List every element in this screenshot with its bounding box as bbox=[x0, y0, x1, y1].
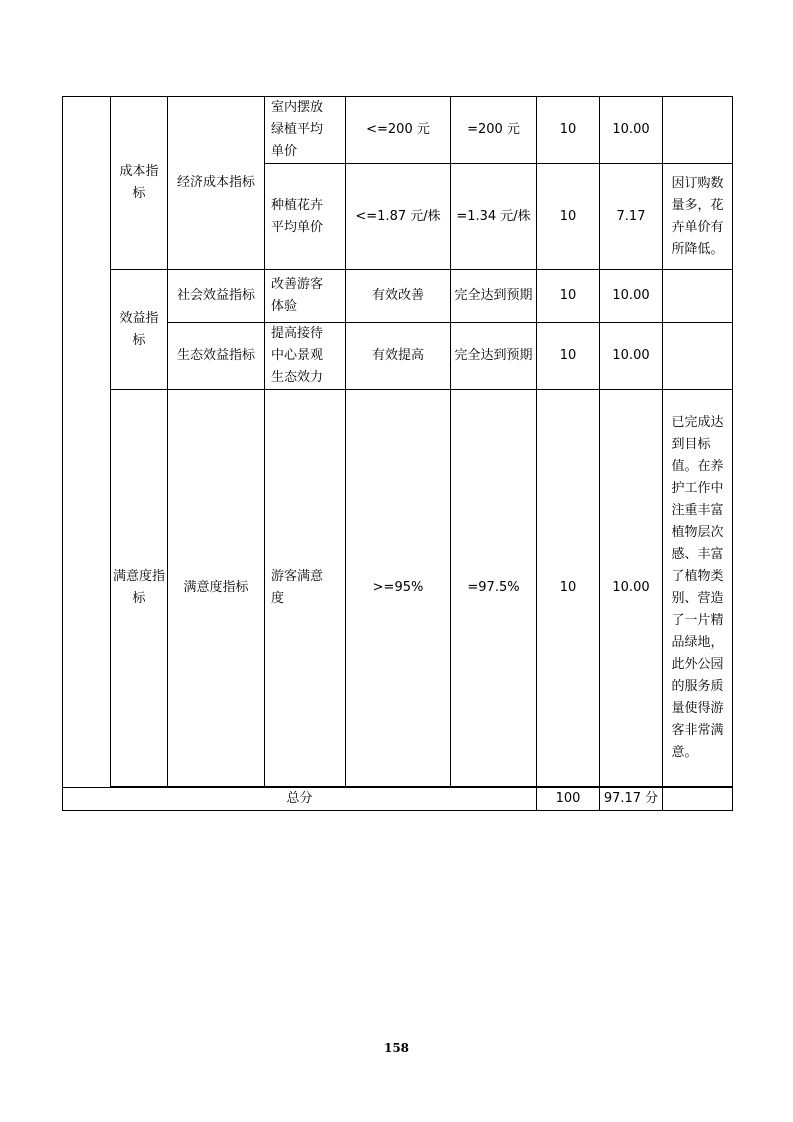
table-row bbox=[63, 270, 733, 323]
total-label-cell: 总分 bbox=[63, 788, 537, 811]
note-cell bbox=[663, 323, 733, 390]
actual-cell: 完全达到预期 bbox=[451, 270, 537, 323]
total-note-cell bbox=[663, 788, 733, 811]
performance-table bbox=[62, 96, 733, 811]
target-cell: >=95% bbox=[346, 390, 451, 787]
actual-cell: 完全达到预期 bbox=[451, 323, 537, 390]
subcategory-cell-satisfaction: 满意度指标 bbox=[168, 390, 265, 787]
table-row bbox=[63, 97, 733, 164]
category-cell-satisfaction: 满意度指标 bbox=[111, 390, 168, 787]
subcategory-cell-economic: 经济成本指标 bbox=[168, 97, 265, 270]
target-cell: 有效改善 bbox=[346, 270, 451, 323]
weight-cell: 10 bbox=[537, 323, 600, 390]
actual-cell: =200 元 bbox=[451, 97, 537, 164]
outer-blank-cell bbox=[63, 97, 111, 788]
score-cell: 10.00 bbox=[600, 97, 663, 164]
total-weight-cell: 100 bbox=[537, 788, 600, 811]
target-cell: 有效提高 bbox=[346, 323, 451, 390]
target-cell: <=200 元 bbox=[346, 97, 451, 164]
score-cell: 10.00 bbox=[600, 390, 663, 787]
indicator-cell: 改善游客体验 bbox=[265, 270, 346, 323]
total-row bbox=[63, 788, 733, 811]
note-cell: 因订购数量多，花卉单价有所降低。 bbox=[663, 164, 733, 270]
note-cell: 已完成达到目标值。在养护工作中注重丰富植物层次感、丰富了植物类别、营造了一片精品绿地，此外公园的服务质量使得游客非常满意。 bbox=[663, 390, 733, 787]
note-cell bbox=[663, 270, 733, 323]
indicator-cell: 种植花卉平均单价 bbox=[265, 164, 346, 270]
target-cell: <=1.87 元/株 bbox=[346, 164, 451, 270]
weight-cell: 10 bbox=[537, 270, 600, 323]
score-cell: 10.00 bbox=[600, 270, 663, 323]
table-row bbox=[63, 390, 733, 787]
category-cell-benefit: 效益指标 bbox=[111, 270, 168, 390]
score-cell: 7.17 bbox=[600, 164, 663, 270]
category-cell-cost: 成本指标 bbox=[111, 97, 168, 270]
total-score-cell: 97.17 分 bbox=[600, 788, 663, 811]
subcategory-cell-social: 社会效益指标 bbox=[168, 270, 265, 323]
weight-cell: 10 bbox=[537, 164, 600, 270]
subcategory-cell-ecological: 生态效益指标 bbox=[168, 323, 265, 390]
actual-cell: =97.5% bbox=[451, 390, 537, 787]
page-number: 158 bbox=[383, 1041, 410, 1055]
actual-cell: =1.34 元/株 bbox=[451, 164, 537, 270]
indicator-cell: 室内摆放绿植平均单价 bbox=[265, 97, 346, 164]
weight-cell: 10 bbox=[537, 97, 600, 164]
indicator-cell: 游客满意度 bbox=[265, 390, 346, 787]
weight-cell: 10 bbox=[537, 390, 600, 787]
indicator-cell: 提高接待中心景观生态效力 bbox=[265, 323, 346, 390]
score-cell: 10.00 bbox=[600, 323, 663, 390]
note-cell bbox=[663, 97, 733, 164]
